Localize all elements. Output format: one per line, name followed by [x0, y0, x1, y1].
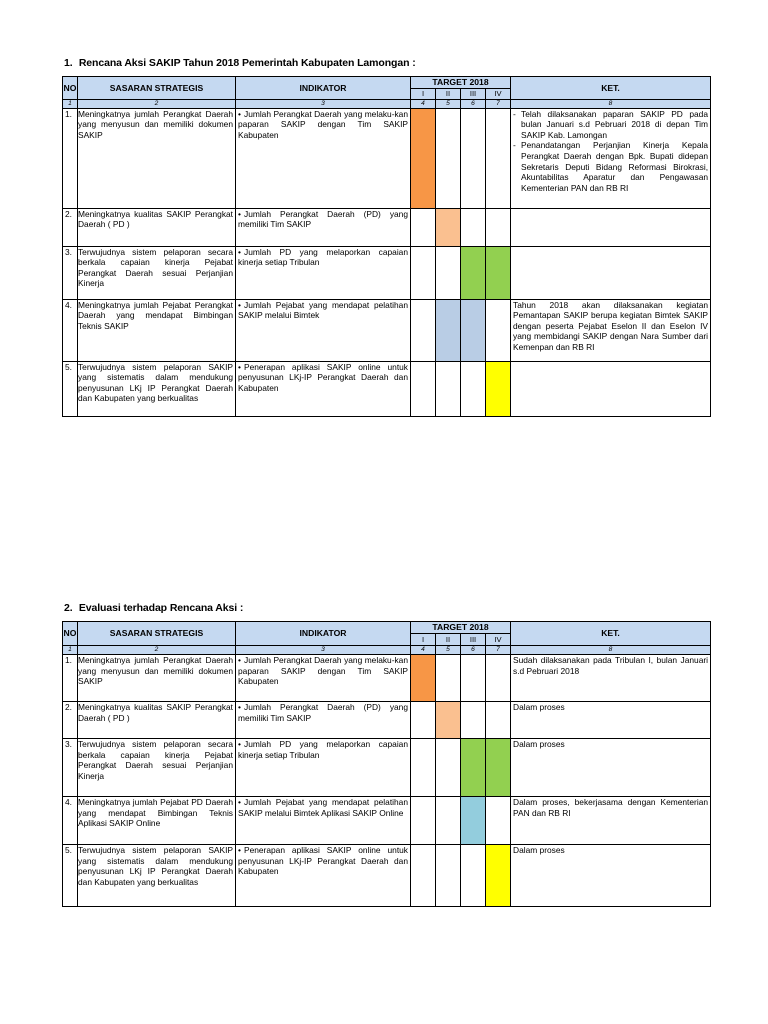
indikator-cell	[236, 361, 411, 416]
header-sasaran: SASARAN STRATEGIS	[78, 77, 236, 100]
row-number: 4.	[63, 797, 78, 845]
evaluasi-table	[62, 621, 711, 907]
table-row	[63, 208, 711, 246]
header-quarter-1: I	[411, 634, 436, 646]
bullet-icon: •	[238, 208, 241, 219]
target-q4-cell	[486, 702, 511, 739]
target-q2-cell	[436, 208, 461, 246]
sasaran-cell: Terwujudnya sistem pelaporan SAKIP yang sistematis dalam mendukung penyusunan LKj IP Perangkat Daerah dan Kabupaten yang berkualitas	[78, 361, 236, 416]
target-q2-cell	[436, 299, 461, 361]
target-q1-cell	[411, 246, 436, 299]
column-index: 8	[511, 99, 711, 108]
column-index: 5	[436, 99, 461, 108]
target-q3-cell	[461, 845, 486, 907]
target-q3-cell	[461, 702, 486, 739]
target-q4-cell	[486, 845, 511, 907]
header-target: TARGET 2018	[411, 77, 511, 89]
target-q3-cell	[461, 739, 486, 797]
section-2-title	[64, 602, 243, 614]
table-row	[63, 246, 711, 299]
table-row	[63, 845, 711, 907]
target-q4-cell	[486, 655, 511, 702]
bullet-icon: •	[238, 361, 241, 372]
target-q2-cell	[436, 246, 461, 299]
indikator-text: Jumlah Perangkat Daerah yang melaku-kan paparan SAKIP dengan Tim SAKIP Kabupaten	[238, 108, 408, 140]
ket-cell	[511, 108, 711, 208]
section-1-title-text: Rencana Aksi SAKIP Tahun 2018 Pemerintah Kabupaten Lamongan :	[78, 57, 416, 69]
sasaran-cell: Meningkatnya jumlah Pejabat Perangkat Daerah yang mendapat Bimbingan Teknis SAKIP	[78, 299, 236, 361]
indikator-cell	[236, 655, 411, 702]
row-number: 5.	[63, 845, 78, 907]
sasaran-cell: Meningkatnya kualitas SAKIP Perangkat Daerah ( PD )	[78, 208, 236, 246]
column-index: 7	[486, 99, 511, 108]
indikator-cell	[236, 845, 411, 907]
sasaran-cell: Meningkatnya jumlah Perangkat Daerah yang menyusun dan memiliki dokumen SAKIP	[78, 108, 236, 208]
table-row	[63, 299, 711, 361]
row-number: 3.	[63, 739, 78, 797]
row-number: 2.	[63, 702, 78, 739]
target-q3-cell	[461, 299, 486, 361]
header-quarter-4: IV	[486, 634, 511, 646]
table-row	[63, 361, 711, 416]
row-number: 1.	[63, 655, 78, 702]
ket-cell	[511, 361, 711, 416]
column-index: 4	[411, 646, 436, 655]
indikator-cell	[236, 702, 411, 739]
target-q4-cell	[486, 108, 511, 208]
ket-item: - Telah dilaksanakan paparan SAKIP PD pada bulan Januari s.d Pebruari 2018 di depan Tim SAKIP Kab. Lamongan	[513, 109, 708, 141]
target-q1-cell	[411, 361, 436, 416]
indikator-text: Jumlah Perangkat Daerah yang melaku-kan paparan SAKIP dengan Tim SAKIP Kabupaten	[238, 655, 408, 687]
header-quarter-1: I	[411, 88, 436, 99]
column-index: 4	[411, 99, 436, 108]
table-row	[63, 655, 711, 702]
ket-cell	[511, 246, 711, 299]
target-q1-cell	[411, 797, 436, 845]
section-1-number: 1.	[64, 57, 73, 69]
column-index: 1	[63, 99, 78, 108]
column-index-row	[63, 99, 711, 108]
indikator-cell	[236, 108, 411, 208]
target-q1-cell	[411, 108, 436, 208]
ket-cell: Sudah dilaksanakan pada Tribulan I, bulan Januari s.d Pebruari 2018	[511, 655, 711, 702]
target-q3-cell	[461, 797, 486, 845]
table-header-row	[63, 77, 711, 89]
bullet-icon: •	[238, 739, 241, 749]
sasaran-cell: Meningkatnya jumlah Perangkat Daerah yang menyusun dan memiliki dokumen SAKIP	[78, 655, 236, 702]
header-quarter-4: IV	[486, 88, 511, 99]
indikator-text: Penerapan aplikasi SAKIP online untuk penyusunan LKj-IP Perangkat Daerah dan Kabupaten	[238, 845, 408, 877]
target-q1-cell	[411, 845, 436, 907]
sasaran-cell: Terwujudnya sistem pelaporan SAKIP yang sistematis dalam mendukung penyusunan LKj IP Perangkat Daerah dan Kabupaten yang berkualitas	[78, 845, 236, 907]
target-q1-cell	[411, 702, 436, 739]
header-quarter-3: III	[461, 88, 486, 99]
target-q4-cell	[486, 299, 511, 361]
target-q4-cell	[486, 739, 511, 797]
bullet-icon: •	[238, 655, 241, 665]
header-quarter-3: III	[461, 634, 486, 646]
sasaran-cell: Terwujudnya sistem pelaporan secara berkala capaian kinerja Pejabat Perangkat Daerah sesuai Perjanjian Kinerja	[78, 246, 236, 299]
bullet-icon: •	[238, 797, 241, 807]
ket-item: - Penandatangan Perjanjian Kinerja Kepala Perangkat Daerah dengan Bpk. Bupati didepan Sekretaris Deputi Bidang Reformasi Birokrasi, Akuntabilitas Aparatur dan Pengawasan Kementerian PAN dan RB RI	[513, 140, 708, 193]
target-q1-cell	[411, 655, 436, 702]
indikator-text: Jumlah Pejabat yang mendapat pelatihan SAKIP melalui Bimtek Aplikasi SAKIP Online	[238, 797, 408, 818]
ket-cell: Dalam proses	[511, 739, 711, 797]
target-q2-cell	[436, 797, 461, 845]
indikator-cell	[236, 797, 411, 845]
ket-cell	[511, 208, 711, 246]
row-number: 1.	[63, 108, 78, 208]
table-row	[63, 108, 711, 208]
target-q2-cell	[436, 108, 461, 208]
target-q2-cell	[436, 845, 461, 907]
rencana-aksi-table	[62, 76, 711, 417]
target-q4-cell	[486, 208, 511, 246]
indikator-text: Jumlah Perangkat Daerah (PD) yang memiliki Tim SAKIP	[238, 702, 408, 723]
column-index: 6	[461, 99, 486, 108]
column-index: 2	[78, 99, 236, 108]
ket-cell: Dalam proses	[511, 845, 711, 907]
table-row	[63, 797, 711, 845]
column-index: 7	[486, 646, 511, 655]
target-q3-cell	[461, 108, 486, 208]
ket-cell: Tahun 2018 akan dilaksanakan kegiatan Pemantapan SAKIP berupa kegiatan Bimtek SAKIP dengan peserta Pejabat Eselon II dan Eselon IV yang membidangi SAKIP dengan Nara Sumber dari Kemenpan dan RB RI	[511, 299, 711, 361]
column-index: 2	[78, 646, 236, 655]
indikator-text: Penerapan aplikasi SAKIP online untuk penyusunan LKj-IP Perangkat Daerah dan Kabupaten	[238, 361, 408, 393]
column-index: 3	[236, 646, 411, 655]
sasaran-cell: Terwujudnya sistem pelaporan secara berkala capaian kinerja Pejabat Perangkat Daerah sesuai Perjanjian Kinerja	[78, 739, 236, 797]
bullet-icon: •	[238, 845, 241, 855]
row-number: 3.	[63, 246, 78, 299]
target-q3-cell	[461, 655, 486, 702]
column-index: 8	[511, 646, 711, 655]
row-number: 5.	[63, 361, 78, 416]
sasaran-cell: Meningkatnya kualitas SAKIP Perangkat Daerah ( PD )	[78, 702, 236, 739]
bullet-icon: •	[238, 702, 241, 712]
section-2-title-text: Evaluasi terhadap Rencana Aksi :	[78, 602, 244, 614]
table-header-row	[63, 622, 711, 634]
header-no: NO	[63, 622, 78, 646]
indikator-text: Jumlah Pejabat yang mendapat pelatihan SAKIP melalui Bimtek	[238, 299, 408, 321]
target-q3-cell	[461, 361, 486, 416]
row-number: 2.	[63, 208, 78, 246]
header-ket: KET.	[511, 622, 711, 646]
header-quarter-2: II	[436, 634, 461, 646]
header-indikator: INDIKATOR	[236, 622, 411, 646]
target-q4-cell	[486, 246, 511, 299]
column-index: 1	[63, 646, 78, 655]
target-q3-cell	[461, 208, 486, 246]
indikator-cell	[236, 208, 411, 246]
indikator-cell	[236, 299, 411, 361]
target-q1-cell	[411, 208, 436, 246]
indikator-text: Jumlah PD yang melaporkan capaian kinerja setiap Tribulan	[238, 246, 408, 268]
column-index: 6	[461, 646, 486, 655]
column-index: 3	[236, 99, 411, 108]
target-q4-cell	[486, 797, 511, 845]
ket-cell: Dalam proses, bekerjasama dengan Kementerian PAN dan RB RI	[511, 797, 711, 845]
target-q1-cell	[411, 299, 436, 361]
indikator-text: Jumlah Perangkat Daerah (PD) yang memiliki Tim SAKIP	[238, 208, 408, 230]
table-row	[63, 702, 711, 739]
sasaran-cell: Meningkatnya jumlah Pejabat PD Daerah yang mendapat Bimbingan Teknis Aplikasi SAKIP Online	[78, 797, 236, 845]
target-q4-cell	[486, 361, 511, 416]
target-q2-cell	[436, 739, 461, 797]
target-q2-cell	[436, 361, 461, 416]
header-no: NO	[63, 77, 78, 100]
section-1-title	[64, 57, 416, 69]
indikator-text: Jumlah PD yang melaporkan capaian kinerja setiap Tribulan	[238, 739, 408, 760]
column-index: 5	[436, 646, 461, 655]
bullet-icon: •	[238, 299, 241, 310]
header-indikator: INDIKATOR	[236, 77, 411, 100]
row-number: 4.	[63, 299, 78, 361]
column-index-row	[63, 646, 711, 655]
table-row	[63, 739, 711, 797]
header-sasaran: SASARAN STRATEGIS	[78, 622, 236, 646]
target-q1-cell	[411, 739, 436, 797]
target-q3-cell	[461, 246, 486, 299]
target-q2-cell	[436, 655, 461, 702]
header-ket: KET.	[511, 77, 711, 100]
header-target: TARGET 2018	[411, 622, 511, 634]
header-quarter-2: II	[436, 88, 461, 99]
bullet-icon: •	[238, 246, 241, 257]
target-q2-cell	[436, 702, 461, 739]
indikator-cell	[236, 739, 411, 797]
bullet-icon: •	[238, 108, 241, 119]
ket-cell: Dalam proses	[511, 702, 711, 739]
indikator-cell	[236, 246, 411, 299]
section-2-number: 2.	[64, 602, 73, 614]
